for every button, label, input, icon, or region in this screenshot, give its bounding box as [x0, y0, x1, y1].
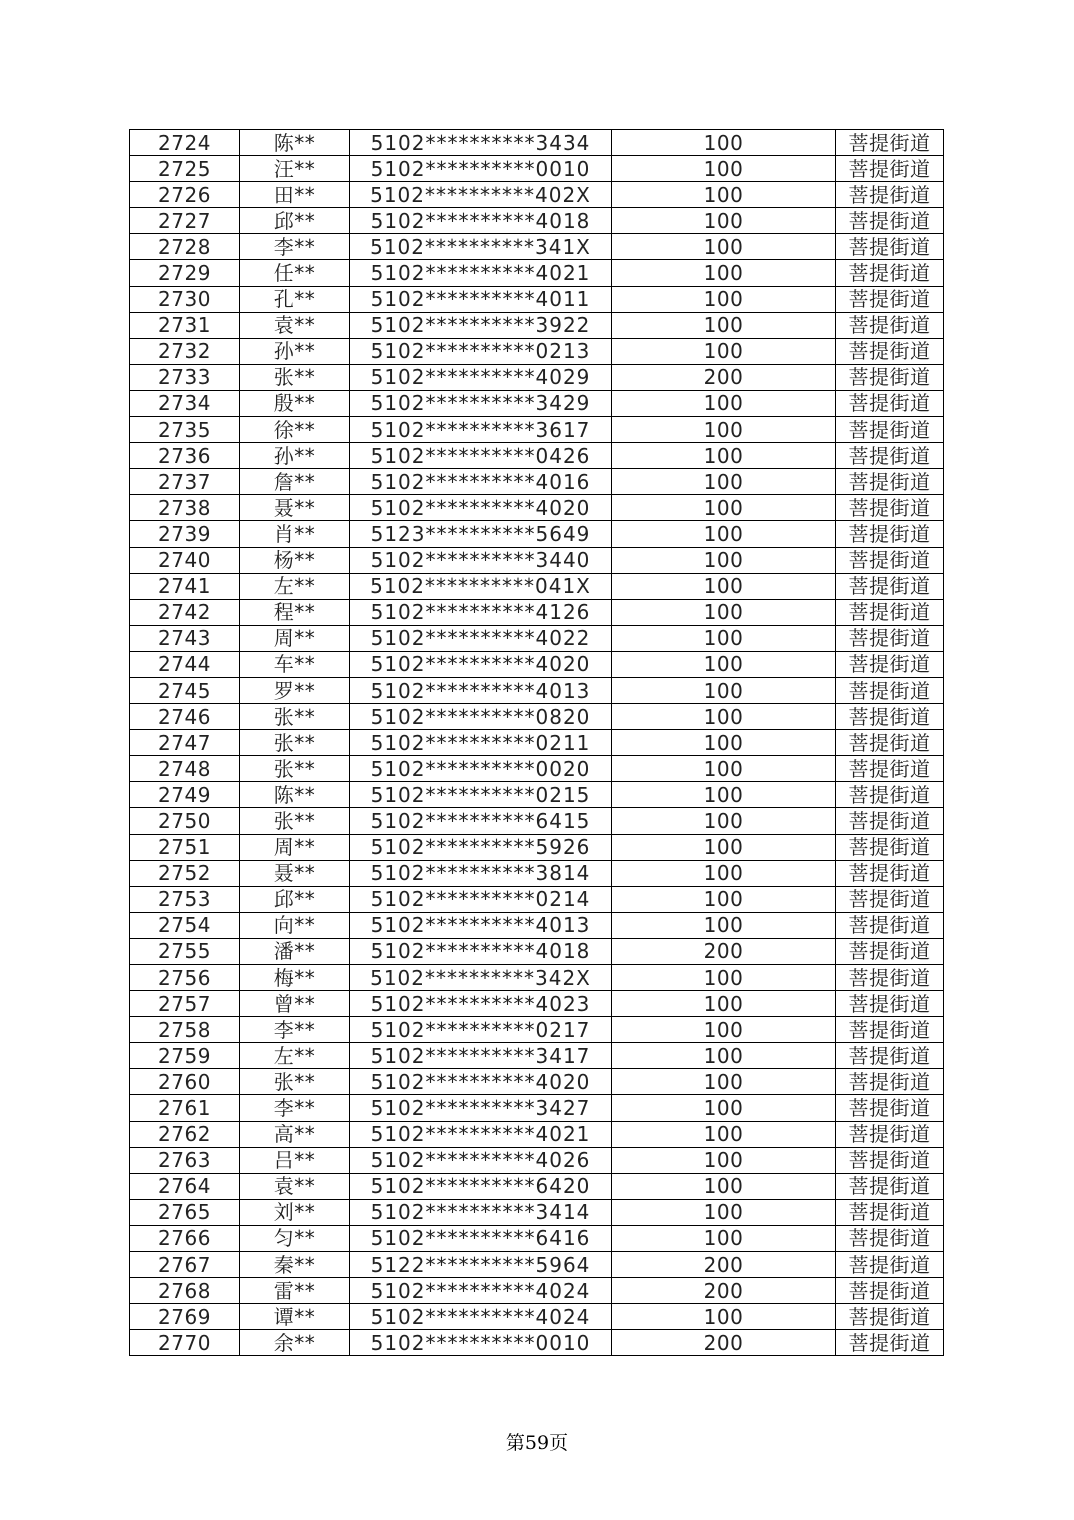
table-row	[130, 156, 944, 182]
id-number-cell: 5102**********4018	[350, 208, 612, 234]
amount-cell: 100	[612, 1173, 836, 1199]
subdistrict-cell: 菩提街道	[836, 286, 944, 312]
amount-cell: 100	[612, 1225, 836, 1251]
amount-cell: 100	[612, 390, 836, 416]
subdistrict-cell: 菩提街道	[836, 1017, 944, 1043]
name-cell: 刘**	[240, 1199, 350, 1225]
row-index-cell: 2727	[130, 208, 240, 234]
subdistrict-cell: 菩提街道	[836, 521, 944, 547]
id-number-cell: 5102**********0215	[350, 782, 612, 808]
subdistrict-cell: 菩提街道	[836, 1330, 944, 1356]
id-number-cell: 5102**********0020	[350, 756, 612, 782]
amount-cell: 100	[612, 599, 836, 625]
subdistrict-cell: 菩提街道	[836, 886, 944, 912]
table-row	[130, 730, 944, 756]
amount-cell: 100	[612, 1017, 836, 1043]
amount-cell: 100	[612, 130, 836, 156]
table-row	[130, 1043, 944, 1069]
subdistrict-cell: 菩提街道	[836, 156, 944, 182]
subdistrict-cell: 菩提街道	[836, 860, 944, 886]
name-cell: 詹**	[240, 469, 350, 495]
name-cell: 梅**	[240, 965, 350, 991]
id-number-cell: 5102**********4020	[350, 1069, 612, 1095]
amount-cell: 100	[612, 991, 836, 1017]
table-row	[130, 599, 944, 625]
table-row	[130, 1304, 944, 1330]
row-index-cell: 2751	[130, 834, 240, 860]
table-row	[130, 1121, 944, 1147]
table-row	[130, 677, 944, 703]
id-number-cell: 5102**********0214	[350, 886, 612, 912]
table-row	[130, 338, 944, 364]
name-cell: 周**	[240, 625, 350, 651]
amount-cell: 200	[612, 364, 836, 390]
row-index-cell: 2739	[130, 521, 240, 547]
subdistrict-cell: 菩提街道	[836, 938, 944, 964]
row-index-cell: 2760	[130, 1069, 240, 1095]
name-cell: 任**	[240, 260, 350, 286]
amount-cell: 100	[612, 234, 836, 260]
subdistrict-cell: 菩提街道	[836, 495, 944, 521]
id-number-cell: 5102**********0820	[350, 704, 612, 730]
row-index-cell: 2763	[130, 1147, 240, 1173]
row-index-cell: 2736	[130, 443, 240, 469]
id-number-cell: 5102**********4029	[350, 364, 612, 390]
name-cell: 邱**	[240, 208, 350, 234]
table-row	[130, 1017, 944, 1043]
name-cell: 李**	[240, 1017, 350, 1043]
name-cell: 向**	[240, 912, 350, 938]
table-row	[130, 1095, 944, 1121]
row-index-cell: 2724	[130, 130, 240, 156]
table-row	[130, 860, 944, 886]
subdistrict-cell: 菩提街道	[836, 260, 944, 286]
id-number-cell: 5102**********4020	[350, 651, 612, 677]
id-number-cell: 5102**********0010	[350, 156, 612, 182]
name-cell: 袁**	[240, 312, 350, 338]
name-cell: 李**	[240, 1095, 350, 1121]
id-number-cell: 5102**********041X	[350, 573, 612, 599]
table-row	[130, 991, 944, 1017]
amount-cell: 200	[612, 1252, 836, 1278]
amount-cell: 100	[612, 704, 836, 730]
row-index-cell: 2725	[130, 156, 240, 182]
amount-cell: 100	[612, 547, 836, 573]
row-index-cell: 2767	[130, 1252, 240, 1278]
name-cell: 汪**	[240, 156, 350, 182]
subdistrict-cell: 菩提街道	[836, 338, 944, 364]
table-row	[130, 130, 944, 156]
id-number-cell: 5123**********5649	[350, 521, 612, 547]
name-cell: 李**	[240, 234, 350, 260]
id-number-cell: 5102**********3617	[350, 417, 612, 443]
subdistrict-cell: 菩提街道	[836, 573, 944, 599]
row-index-cell: 2765	[130, 1199, 240, 1225]
name-cell: 邱**	[240, 886, 350, 912]
table-row	[130, 443, 944, 469]
row-index-cell: 2755	[130, 938, 240, 964]
table-row	[130, 1330, 944, 1356]
row-index-cell: 2769	[130, 1304, 240, 1330]
row-index-cell: 2740	[130, 547, 240, 573]
subdistrict-cell: 菩提街道	[836, 965, 944, 991]
amount-cell: 200	[612, 1278, 836, 1304]
row-index-cell: 2750	[130, 808, 240, 834]
row-index-cell: 2738	[130, 495, 240, 521]
name-cell: 车**	[240, 651, 350, 677]
row-index-cell: 2764	[130, 1173, 240, 1199]
subdistrict-cell: 菩提街道	[836, 1121, 944, 1147]
row-index-cell: 2752	[130, 860, 240, 886]
name-cell: 聂**	[240, 860, 350, 886]
table-row	[130, 260, 944, 286]
row-index-cell: 2759	[130, 1043, 240, 1069]
subdistrict-cell: 菩提街道	[836, 730, 944, 756]
subdistrict-cell: 菩提街道	[836, 991, 944, 1017]
name-cell: 杨**	[240, 547, 350, 573]
id-number-cell: 5102**********3922	[350, 312, 612, 338]
id-number-cell: 5102**********4013	[350, 677, 612, 703]
name-cell: 殷**	[240, 390, 350, 416]
table-row	[130, 1173, 944, 1199]
name-cell: 余**	[240, 1330, 350, 1356]
row-index-cell: 2743	[130, 625, 240, 651]
amount-cell: 100	[612, 495, 836, 521]
row-index-cell: 2758	[130, 1017, 240, 1043]
id-number-cell: 5102**********4021	[350, 260, 612, 286]
row-index-cell: 2744	[130, 651, 240, 677]
subdistrict-cell: 菩提街道	[836, 364, 944, 390]
row-index-cell: 2756	[130, 965, 240, 991]
row-index-cell: 2749	[130, 782, 240, 808]
table-row	[130, 886, 944, 912]
id-number-cell: 5102**********3814	[350, 860, 612, 886]
amount-cell: 100	[612, 208, 836, 234]
amount-cell: 100	[612, 1095, 836, 1121]
name-cell: 秦**	[240, 1252, 350, 1278]
id-number-cell: 5102**********6416	[350, 1225, 612, 1251]
id-number-cell: 5102**********0426	[350, 443, 612, 469]
name-cell: 高**	[240, 1121, 350, 1147]
id-number-cell: 5102**********4024	[350, 1278, 612, 1304]
name-cell: 潘**	[240, 938, 350, 964]
name-cell: 张**	[240, 808, 350, 834]
subdistrict-cell: 菩提街道	[836, 599, 944, 625]
id-number-cell: 5102**********4020	[350, 495, 612, 521]
row-index-cell: 2753	[130, 886, 240, 912]
table-row	[130, 808, 944, 834]
row-index-cell: 2770	[130, 1330, 240, 1356]
subdistrict-cell: 菩提街道	[836, 1095, 944, 1121]
amount-cell: 100	[612, 756, 836, 782]
id-number-cell: 5102**********341X	[350, 234, 612, 260]
id-number-cell: 5102**********5926	[350, 834, 612, 860]
row-index-cell: 2761	[130, 1095, 240, 1121]
id-number-cell: 5102**********4018	[350, 938, 612, 964]
name-cell: 陈**	[240, 130, 350, 156]
name-cell: 张**	[240, 704, 350, 730]
name-cell: 罗**	[240, 677, 350, 703]
amount-cell: 100	[612, 443, 836, 469]
name-cell: 雷**	[240, 1278, 350, 1304]
amount-cell: 100	[612, 182, 836, 208]
id-number-cell: 5102**********6420	[350, 1173, 612, 1199]
subdistrict-cell: 菩提街道	[836, 234, 944, 260]
subdistrict-cell: 菩提街道	[836, 1252, 944, 1278]
id-number-cell: 5102**********4126	[350, 599, 612, 625]
amount-cell: 100	[612, 573, 836, 599]
subdistrict-cell: 菩提街道	[836, 756, 944, 782]
name-cell: 左**	[240, 573, 350, 599]
row-index-cell: 2766	[130, 1225, 240, 1251]
id-number-cell: 5102**********3434	[350, 130, 612, 156]
row-index-cell: 2745	[130, 677, 240, 703]
subdistrict-cell: 菩提街道	[836, 443, 944, 469]
table-row	[130, 364, 944, 390]
id-number-cell: 5102**********3417	[350, 1043, 612, 1069]
name-cell: 聂**	[240, 495, 350, 521]
id-number-cell: 5102**********0211	[350, 730, 612, 756]
row-index-cell: 2730	[130, 286, 240, 312]
name-cell: 张**	[240, 730, 350, 756]
table-row	[130, 469, 944, 495]
subdistrict-cell: 菩提街道	[836, 834, 944, 860]
amount-cell: 100	[612, 286, 836, 312]
amount-cell: 100	[612, 417, 836, 443]
name-cell: 袁**	[240, 1173, 350, 1199]
amount-cell: 100	[612, 1199, 836, 1225]
roster-table	[129, 129, 944, 1356]
table-row	[130, 1278, 944, 1304]
amount-cell: 200	[612, 1330, 836, 1356]
row-index-cell: 2746	[130, 704, 240, 730]
subdistrict-cell: 菩提街道	[836, 182, 944, 208]
table-row	[130, 756, 944, 782]
subdistrict-cell: 菩提街道	[836, 469, 944, 495]
table-row	[130, 521, 944, 547]
subdistrict-cell: 菩提街道	[836, 782, 944, 808]
amount-cell: 100	[612, 808, 836, 834]
subdistrict-cell: 菩提街道	[836, 208, 944, 234]
table-row	[130, 312, 944, 338]
row-index-cell: 2741	[130, 573, 240, 599]
table-row	[130, 1199, 944, 1225]
table-row	[130, 1225, 944, 1251]
id-number-cell: 5102**********3429	[350, 390, 612, 416]
subdistrict-cell: 菩提街道	[836, 912, 944, 938]
row-index-cell: 2728	[130, 234, 240, 260]
table-row	[130, 965, 944, 991]
subdistrict-cell: 菩提街道	[836, 1173, 944, 1199]
table-row	[130, 704, 944, 730]
subdistrict-cell: 菩提街道	[836, 390, 944, 416]
amount-cell: 100	[612, 1121, 836, 1147]
id-number-cell: 5102**********402X	[350, 182, 612, 208]
row-index-cell: 2737	[130, 469, 240, 495]
id-number-cell: 5102**********4022	[350, 625, 612, 651]
amount-cell: 100	[612, 338, 836, 364]
id-number-cell: 5102**********0217	[350, 1017, 612, 1043]
row-index-cell: 2757	[130, 991, 240, 1017]
id-number-cell: 5122**********5964	[350, 1252, 612, 1278]
table-row	[130, 625, 944, 651]
table-row	[130, 208, 944, 234]
row-index-cell: 2748	[130, 756, 240, 782]
id-number-cell: 5102**********4013	[350, 912, 612, 938]
table-row	[130, 573, 944, 599]
amount-cell: 100	[612, 782, 836, 808]
id-number-cell: 5102**********4026	[350, 1147, 612, 1173]
roster-table-body	[130, 130, 944, 1356]
subdistrict-cell: 菩提街道	[836, 1043, 944, 1069]
table-row	[130, 234, 944, 260]
subdistrict-cell: 菩提街道	[836, 1278, 944, 1304]
name-cell: 孙**	[240, 338, 350, 364]
name-cell: 张**	[240, 756, 350, 782]
id-number-cell: 5102**********4021	[350, 1121, 612, 1147]
table-row	[130, 1252, 944, 1278]
row-index-cell: 2747	[130, 730, 240, 756]
amount-cell: 100	[612, 912, 836, 938]
id-number-cell: 5102**********4023	[350, 991, 612, 1017]
amount-cell: 100	[612, 965, 836, 991]
amount-cell: 100	[612, 521, 836, 547]
id-number-cell: 5102**********3427	[350, 1095, 612, 1121]
table-row	[130, 182, 944, 208]
name-cell: 张**	[240, 1069, 350, 1095]
name-cell: 陈**	[240, 782, 350, 808]
amount-cell: 100	[612, 1147, 836, 1173]
subdistrict-cell: 菩提街道	[836, 704, 944, 730]
subdistrict-cell: 菩提街道	[836, 651, 944, 677]
subdistrict-cell: 菩提街道	[836, 1304, 944, 1330]
id-number-cell: 5102**********4011	[350, 286, 612, 312]
table-row	[130, 651, 944, 677]
amount-cell: 100	[612, 886, 836, 912]
row-index-cell: 2762	[130, 1121, 240, 1147]
table-row	[130, 834, 944, 860]
row-index-cell: 2768	[130, 1278, 240, 1304]
name-cell: 匀**	[240, 1225, 350, 1251]
amount-cell: 100	[612, 625, 836, 651]
id-number-cell: 5102**********0010	[350, 1330, 612, 1356]
amount-cell: 100	[612, 730, 836, 756]
amount-cell: 100	[612, 1304, 836, 1330]
table-row	[130, 1069, 944, 1095]
amount-cell: 200	[612, 938, 836, 964]
table-row	[130, 547, 944, 573]
table-row	[130, 390, 944, 416]
name-cell: 孔**	[240, 286, 350, 312]
table-row	[130, 782, 944, 808]
subdistrict-cell: 菩提街道	[836, 417, 944, 443]
amount-cell: 100	[612, 677, 836, 703]
row-index-cell: 2729	[130, 260, 240, 286]
id-number-cell: 5102**********3440	[350, 547, 612, 573]
name-cell: 曾**	[240, 991, 350, 1017]
name-cell: 孙**	[240, 443, 350, 469]
table-row	[130, 495, 944, 521]
page-number: 第59页	[505, 1432, 569, 1454]
id-number-cell: 5102**********4024	[350, 1304, 612, 1330]
row-index-cell: 2726	[130, 182, 240, 208]
subdistrict-cell: 菩提街道	[836, 677, 944, 703]
subdistrict-cell: 菩提街道	[836, 1147, 944, 1173]
amount-cell: 100	[612, 651, 836, 677]
table-row	[130, 938, 944, 964]
row-index-cell: 2734	[130, 390, 240, 416]
amount-cell: 100	[612, 312, 836, 338]
name-cell: 张**	[240, 364, 350, 390]
row-index-cell: 2735	[130, 417, 240, 443]
amount-cell: 100	[612, 260, 836, 286]
name-cell: 周**	[240, 834, 350, 860]
amount-cell: 100	[612, 156, 836, 182]
amount-cell: 100	[612, 834, 836, 860]
id-number-cell: 5102**********4016	[350, 469, 612, 495]
subdistrict-cell: 菩提街道	[836, 130, 944, 156]
row-index-cell: 2733	[130, 364, 240, 390]
table-row	[130, 417, 944, 443]
subdistrict-cell: 菩提街道	[836, 547, 944, 573]
amount-cell: 100	[612, 1043, 836, 1069]
table-row	[130, 286, 944, 312]
subdistrict-cell: 菩提街道	[836, 625, 944, 651]
subdistrict-cell: 菩提街道	[836, 808, 944, 834]
name-cell: 吕**	[240, 1147, 350, 1173]
id-number-cell: 5102**********342X	[350, 965, 612, 991]
subdistrict-cell: 菩提街道	[836, 1199, 944, 1225]
amount-cell: 100	[612, 1069, 836, 1095]
row-index-cell: 2754	[130, 912, 240, 938]
name-cell: 程**	[240, 599, 350, 625]
name-cell: 谭**	[240, 1304, 350, 1330]
name-cell: 徐**	[240, 417, 350, 443]
amount-cell: 100	[612, 860, 836, 886]
subdistrict-cell: 菩提街道	[836, 1225, 944, 1251]
table-row	[130, 1147, 944, 1173]
name-cell: 田**	[240, 182, 350, 208]
subdistrict-cell: 菩提街道	[836, 1069, 944, 1095]
id-number-cell: 5102**********6415	[350, 808, 612, 834]
table-row	[130, 912, 944, 938]
subdistrict-cell: 菩提街道	[836, 312, 944, 338]
id-number-cell: 5102**********0213	[350, 338, 612, 364]
name-cell: 左**	[240, 1043, 350, 1069]
name-cell: 肖**	[240, 521, 350, 547]
amount-cell: 100	[612, 469, 836, 495]
row-index-cell: 2731	[130, 312, 240, 338]
row-index-cell: 2732	[130, 338, 240, 364]
id-number-cell: 5102**********3414	[350, 1199, 612, 1225]
row-index-cell: 2742	[130, 599, 240, 625]
page-footer	[0, 1428, 1074, 1455]
